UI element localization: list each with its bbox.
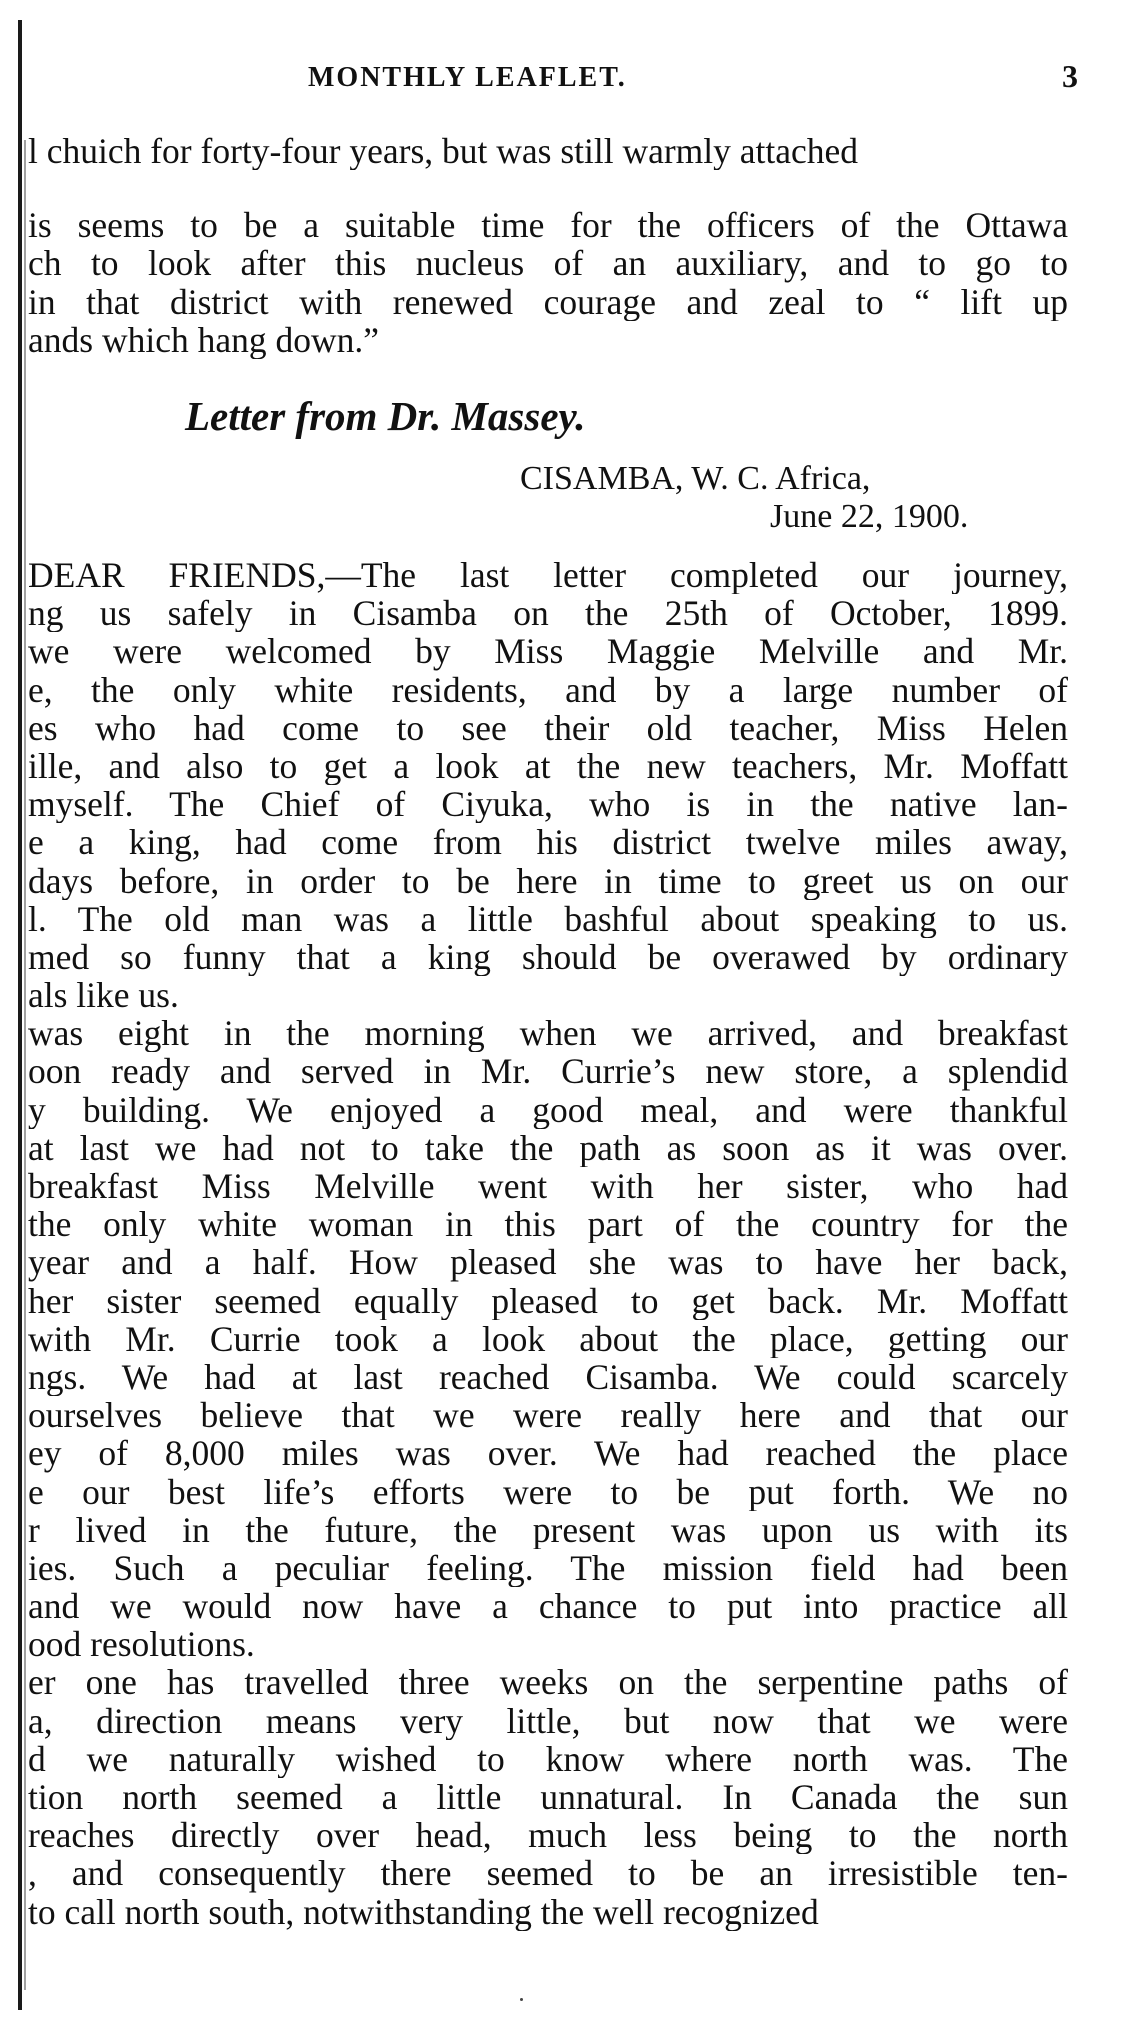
text-line: ey of 8,000 miles was over. We had reached the place xyxy=(28,1434,1068,1473)
text-line: l chuich for forty-four years, but was still warmly attached xyxy=(28,132,859,171)
text-line: we were welcomed by Miss Maggie Melville and Mr. xyxy=(28,632,1068,671)
running-title: MONTHLY LEAFLET. xyxy=(308,62,627,93)
text-line: , and consequently there seemed to be an irresistible ten- xyxy=(28,1854,1068,1893)
text-line: l. The old man was a little bashful about speaking to us. xyxy=(28,899,1068,938)
text-line: DEAR FRIENDS,—The last letter completed our journey, xyxy=(28,556,1068,595)
text-line: als like us. xyxy=(28,976,179,1015)
text-line: y building. We enjoyed a good meal, and were thankful xyxy=(28,1090,1068,1129)
binding-gutter-shadow xyxy=(24,140,26,1990)
text-line: the only white woman in this part of the country for the xyxy=(28,1205,1068,1244)
text-line: d we naturally wished to know where north was. The xyxy=(28,1739,1068,1778)
text-line: ille, and also to get a look at the new teachers, Mr. Moffatt xyxy=(28,746,1068,786)
letter-body xyxy=(28,556,1068,1931)
text-line: ood resolutions. xyxy=(28,1625,255,1664)
binding-gutter-line xyxy=(18,20,22,2010)
text-line: e our best life’s efforts were to be put forth. We no xyxy=(28,1472,1068,1511)
text-line: myself. The Chief of Ciyuka, who is in the native lan- xyxy=(28,785,1068,824)
text-line: ng us safely in Cisamba on the 25th of October, 1899. xyxy=(28,594,1068,633)
text-line: a, direction means very little, but now that we were xyxy=(28,1701,1068,1740)
text-line: days before, in order to be here in time to greet us on our xyxy=(28,861,1068,900)
text-line: and we would now have a chance to put into practice all xyxy=(28,1587,1068,1626)
dateline-place: CISAMBA, W. C. Africa, xyxy=(520,460,871,497)
text-line: year and a half. How pleased she was to have her back, xyxy=(28,1243,1068,1282)
text-line: was eight in the morning when we arrived, and breakfast xyxy=(28,1014,1068,1053)
text-line: reaches directly over head, much less being to the north xyxy=(28,1816,1068,1855)
print-speck xyxy=(520,1998,523,2001)
text-line: e a king, had come from his district twelve miles away, xyxy=(28,823,1068,862)
text-line: is seems to be a suitable time for the officers of the Ottawa xyxy=(28,206,1068,245)
text-line: med so funny that a king should be overawed by ordinary xyxy=(28,937,1068,977)
text-line: tion north seemed a little unnatural. In Canada the sun xyxy=(28,1778,1068,1817)
dateline-date: June 22, 1900. xyxy=(770,498,969,535)
text-line: r lived in the future, the present was upon us with its xyxy=(28,1510,1068,1549)
text-line: ands which hang down.” xyxy=(28,320,379,359)
page-header xyxy=(28,58,1078,102)
text-line: with Mr. Currie took a look about the place, getting our xyxy=(28,1319,1068,1358)
text-line: ngs. We had at last reached Cisamba. We could scarcely xyxy=(28,1357,1068,1397)
text-line: at last we had not to take the path as soon as it was over. xyxy=(28,1128,1068,1167)
page-number: 3 xyxy=(1062,58,1078,94)
intro-paragraph xyxy=(28,132,1068,359)
text-line: ourselves believe that we were really here and that our xyxy=(28,1396,1068,1435)
text-line: in that district with renewed courage and zeal to “ lift up xyxy=(28,282,1068,321)
text-line: her sister seemed equally pleased to get back. Mr. Moffatt xyxy=(28,1281,1068,1320)
text-line: to call north south, notwithstanding the well recognized xyxy=(28,1892,819,1931)
text-line: er one has travelled three weeks on the serpentine paths of xyxy=(28,1663,1068,1702)
text-line: e, the only white residents, and by a large number of xyxy=(28,670,1068,709)
text-line: ies. Such a peculiar feeling. The mission field had been xyxy=(28,1548,1068,1588)
text-line: oon ready and served in Mr. Currie’s new store, a splendid xyxy=(28,1052,1068,1091)
text-line: ch to look after this nucleus of an auxiliary, and to go to xyxy=(28,244,1068,283)
letter-heading: Letter from Dr. Massey. xyxy=(185,393,586,439)
text-line: breakfast Miss Melville went with her sister, who had xyxy=(28,1167,1068,1206)
text-line: es who had come to see their old teacher, Miss Helen xyxy=(28,708,1068,747)
